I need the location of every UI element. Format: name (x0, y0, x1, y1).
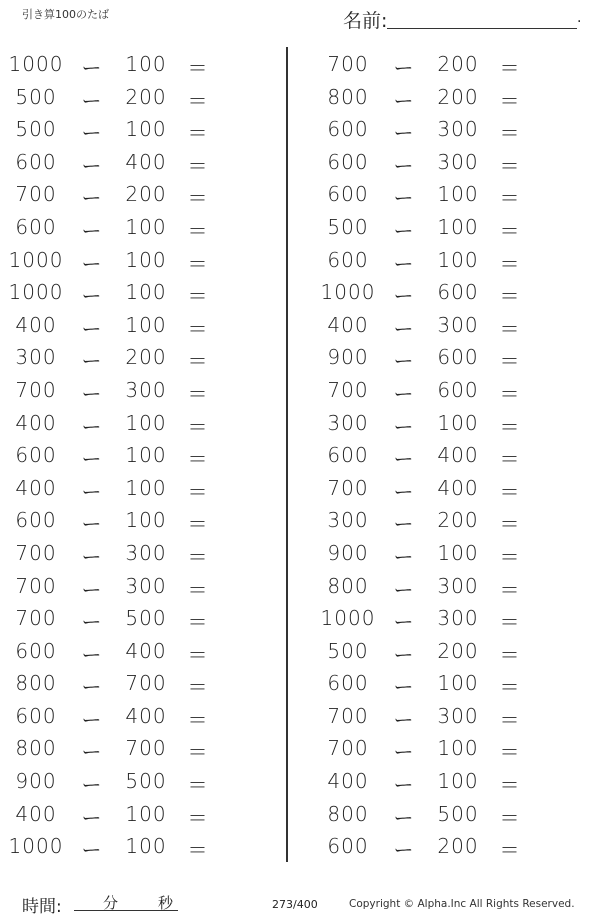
subtrahend: 400 (125, 703, 167, 728)
equals-sign: ＝ (187, 577, 209, 602)
equals-sign: ＝ (187, 186, 209, 211)
equals-sign: ＝ (187, 642, 209, 667)
problem-row (312, 472, 600, 505)
minus-sign: ー (393, 805, 415, 830)
minus-sign: ー (393, 414, 415, 439)
minuend: 1000 (320, 606, 376, 631)
problem-row (0, 309, 290, 342)
equals-sign: ＝ (187, 479, 209, 504)
equals-sign: ＝ (187, 88, 209, 113)
minuend: 600 (15, 638, 57, 663)
subtrahend: 600 (437, 280, 479, 305)
problem-row (312, 570, 600, 603)
subtrahend: 300 (125, 573, 167, 598)
equals-sign: ＝ (499, 88, 521, 113)
equals-sign: ＝ (187, 544, 209, 569)
minuend: 900 (327, 345, 369, 370)
subtrahend: 100 (437, 214, 479, 239)
problem-row (0, 276, 290, 309)
equals-sign: ＝ (187, 675, 209, 700)
minus-sign: ー (81, 251, 103, 276)
equals-sign: ＝ (187, 153, 209, 178)
equals-sign: ＝ (499, 186, 521, 211)
copyright-text: Copyright © Alpha.Inc All Rights Reserved. (349, 898, 575, 910)
subtrahend: 500 (125, 769, 167, 794)
minus-sign: ー (81, 512, 103, 537)
problem-row (0, 635, 290, 668)
minus-sign: ー (393, 773, 415, 798)
minus-sign: ー (81, 56, 103, 80)
equals-sign: ＝ (187, 56, 209, 80)
equals-sign: ＝ (499, 381, 521, 406)
minuend: 500 (327, 638, 369, 663)
problem-row (312, 341, 600, 374)
minus-sign: ー (393, 838, 415, 863)
left-problem-column (0, 48, 290, 863)
minus-sign: ー (81, 153, 103, 178)
minus-sign: ー (393, 707, 415, 732)
equals-sign: ＝ (499, 610, 521, 635)
minus-sign: ー (393, 153, 415, 178)
equals-sign: ＝ (187, 773, 209, 798)
subtrahend: 300 (437, 703, 479, 728)
problem-row (312, 439, 600, 472)
subtrahend: 100 (125, 475, 167, 500)
problem-row (0, 439, 290, 472)
problem-row (0, 732, 290, 765)
problem-row (312, 798, 600, 831)
name-label: 名前: (343, 10, 388, 32)
problem-row (312, 211, 600, 244)
equals-sign: ＝ (187, 740, 209, 765)
equals-sign: ＝ (187, 316, 209, 341)
problem-row (0, 765, 290, 798)
problem-row (312, 81, 600, 114)
minuend: 1000 (320, 280, 376, 305)
problem-row (312, 635, 600, 668)
footer (0, 888, 600, 917)
minuend: 600 (327, 834, 369, 859)
minus-sign: ー (81, 414, 103, 439)
subtrahend: 100 (125, 247, 167, 272)
minus-sign: ー (393, 740, 415, 765)
minus-sign: ー (393, 577, 415, 602)
equals-sign: ＝ (499, 740, 521, 765)
subtrahend: 300 (125, 540, 167, 565)
minuend: 600 (327, 443, 369, 468)
subtrahend: 100 (125, 443, 167, 468)
subtrahend: 100 (437, 736, 479, 761)
problem-row (0, 667, 290, 700)
subtrahend: 400 (125, 149, 167, 174)
problem-row (312, 244, 600, 277)
equals-sign: ＝ (187, 121, 209, 146)
problem-row (0, 48, 290, 81)
minus-sign: ー (393, 88, 415, 113)
subtrahend: 100 (125, 801, 167, 826)
equals-sign: ＝ (499, 805, 521, 830)
problem-row (0, 504, 290, 537)
minuend: 700 (327, 475, 369, 500)
minus-sign: ー (81, 740, 103, 765)
subtrahend: 500 (125, 606, 167, 631)
name-underline (387, 28, 577, 29)
problem-row (312, 146, 600, 179)
minuend: 600 (327, 149, 369, 174)
minus-sign: ー (81, 773, 103, 798)
problem-row (312, 830, 600, 863)
equals-sign: ＝ (187, 381, 209, 406)
minus-sign: ー (393, 512, 415, 537)
minuend: 900 (15, 769, 57, 794)
minuend: 400 (327, 769, 369, 794)
minus-sign: ー (81, 805, 103, 830)
equals-sign: ＝ (187, 838, 209, 863)
equals-sign: ＝ (499, 349, 521, 374)
minus-sign: ー (81, 284, 103, 309)
problem-row (0, 537, 290, 570)
equals-sign: ＝ (499, 251, 521, 276)
minus-sign: ー (393, 675, 415, 700)
minuend: 800 (327, 84, 369, 109)
problem-row (0, 244, 290, 277)
minus-sign: ー (393, 642, 415, 667)
minus-sign: ー (81, 186, 103, 211)
minus-sign: ー (393, 544, 415, 569)
minus-sign: ー (81, 316, 103, 341)
subtrahend: 400 (125, 638, 167, 663)
subtrahend: 200 (125, 84, 167, 109)
minus-sign: ー (393, 186, 415, 211)
minuend: 500 (327, 214, 369, 239)
minus-sign: ー (393, 121, 415, 146)
minus-sign: ー (81, 707, 103, 732)
minuend: 400 (15, 410, 57, 435)
subtrahend: 200 (437, 52, 479, 76)
subtrahend: 100 (437, 540, 479, 565)
problem-row (0, 113, 290, 146)
equals-sign: ＝ (499, 675, 521, 700)
minus-sign: ー (393, 349, 415, 374)
minuend: 500 (15, 117, 57, 142)
problem-row (312, 113, 600, 146)
problem-row (312, 374, 600, 407)
name-field (343, 4, 583, 30)
problem-row (312, 732, 600, 765)
problem-row (0, 602, 290, 635)
minus-sign: ー (81, 642, 103, 667)
time-label: 時間: (22, 897, 62, 917)
minuend: 600 (327, 671, 369, 696)
equals-sign: ＝ (499, 284, 521, 309)
subtrahend: 300 (437, 117, 479, 142)
equals-sign: ＝ (499, 153, 521, 178)
subtrahend: 400 (437, 443, 479, 468)
equals-sign: ＝ (187, 805, 209, 830)
minuend: 700 (15, 573, 57, 598)
minuend: 400 (15, 475, 57, 500)
minuend: 600 (327, 247, 369, 272)
minuend: 1000 (8, 834, 64, 859)
subtrahend: 100 (125, 52, 167, 76)
minuend: 600 (15, 703, 57, 728)
equals-sign: ＝ (499, 512, 521, 537)
minuend: 300 (327, 508, 369, 533)
minus-sign: ー (393, 381, 415, 406)
minuend: 1000 (8, 52, 64, 76)
minuend: 800 (327, 573, 369, 598)
problem-row (0, 341, 290, 374)
minus-sign: ー (393, 479, 415, 504)
minus-sign: ー (81, 381, 103, 406)
subtrahend: 100 (437, 671, 479, 696)
minuend: 800 (327, 801, 369, 826)
minutes-label: 分 (103, 894, 119, 912)
equals-sign: ＝ (499, 838, 521, 863)
minuend: 600 (327, 117, 369, 142)
subtrahend: 100 (437, 410, 479, 435)
right-problem-column (312, 48, 600, 863)
equals-sign: ＝ (499, 218, 521, 243)
equals-sign: ＝ (187, 218, 209, 243)
minus-sign: ー (393, 610, 415, 635)
equals-sign: ＝ (499, 707, 521, 732)
subtrahend: 200 (125, 182, 167, 207)
problem-row (0, 570, 290, 603)
minus-sign: ー (81, 610, 103, 635)
subtrahend: 200 (437, 508, 479, 533)
subtrahend: 200 (437, 834, 479, 859)
minuend: 700 (15, 377, 57, 402)
minus-sign: ー (81, 218, 103, 243)
problem-row (312, 276, 600, 309)
equals-sign: ＝ (499, 121, 521, 146)
minus-sign: ー (81, 577, 103, 602)
subtrahend: 700 (125, 736, 167, 761)
minuend: 600 (15, 443, 57, 468)
subtrahend: 200 (125, 345, 167, 370)
minuend: 1000 (8, 280, 64, 305)
problem-row (312, 309, 600, 342)
subtrahend: 400 (437, 475, 479, 500)
problem-row (312, 602, 600, 635)
minus-sign: ー (81, 447, 103, 472)
subtrahend: 600 (437, 345, 479, 370)
minus-sign: ー (81, 349, 103, 374)
minuend: 1000 (8, 247, 64, 272)
minus-sign: ー (393, 218, 415, 243)
equals-sign: ＝ (187, 610, 209, 635)
worksheet-title: 引き算100のたば (22, 8, 109, 21)
problem-row (0, 407, 290, 440)
problem-row (0, 374, 290, 407)
minus-sign: ー (393, 56, 415, 80)
minuend: 600 (327, 182, 369, 207)
minuend: 700 (327, 52, 369, 76)
equals-sign: ＝ (499, 414, 521, 439)
problem-row (312, 504, 600, 537)
minuend: 300 (327, 410, 369, 435)
minus-sign: ー (81, 88, 103, 113)
minuend: 600 (15, 214, 57, 239)
subtrahend: 100 (437, 247, 479, 272)
equals-sign: ＝ (499, 577, 521, 602)
subtrahend: 300 (437, 606, 479, 631)
equals-sign: ＝ (187, 349, 209, 374)
subtrahend: 300 (437, 149, 479, 174)
subtrahend: 100 (125, 117, 167, 142)
minuend: 400 (327, 312, 369, 337)
minus-sign: ー (81, 675, 103, 700)
subtrahend: 500 (437, 801, 479, 826)
equals-sign: ＝ (187, 251, 209, 276)
subtrahend: 300 (125, 377, 167, 402)
subtrahend: 200 (437, 638, 479, 663)
subtrahend: 100 (125, 508, 167, 533)
problem-row (312, 537, 600, 570)
subtrahend: 100 (437, 182, 479, 207)
subtrahend: 200 (437, 84, 479, 109)
minuend: 400 (15, 801, 57, 826)
problem-row (312, 48, 600, 81)
problem-row (0, 211, 290, 244)
problem-row (0, 472, 290, 505)
minuend: 700 (327, 377, 369, 402)
problem-row (0, 700, 290, 733)
minuend: 700 (15, 540, 57, 565)
equals-sign: ＝ (499, 447, 521, 472)
equals-sign: ＝ (187, 447, 209, 472)
subtrahend: 600 (437, 377, 479, 402)
equals-sign: ＝ (499, 773, 521, 798)
equals-sign: ＝ (499, 544, 521, 569)
minuend: 600 (15, 149, 57, 174)
minuend: 700 (327, 703, 369, 728)
equals-sign: ＝ (499, 316, 521, 341)
minus-sign: ー (393, 284, 415, 309)
problem-row (312, 700, 600, 733)
minuend: 500 (15, 84, 57, 109)
problem-row (0, 798, 290, 831)
minuend: 400 (15, 312, 57, 337)
problem-row (312, 765, 600, 798)
minuend: 600 (15, 508, 57, 533)
subtrahend: 300 (437, 573, 479, 598)
subtrahend: 100 (125, 410, 167, 435)
equals-sign: ＝ (187, 284, 209, 309)
subtrahend: 100 (125, 280, 167, 305)
subtrahend: 100 (437, 769, 479, 794)
subtrahend: 300 (437, 312, 479, 337)
problem-row (0, 81, 290, 114)
subtrahend: 700 (125, 671, 167, 696)
equals-sign: ＝ (499, 642, 521, 667)
minuend: 700 (327, 736, 369, 761)
minus-sign: ー (81, 121, 103, 146)
problem-row (0, 178, 290, 211)
minus-sign: ー (393, 447, 415, 472)
problem-row (0, 830, 290, 863)
minuend: 800 (15, 671, 57, 696)
problem-row (312, 667, 600, 700)
equals-sign: ＝ (499, 56, 521, 80)
subtrahend: 100 (125, 214, 167, 239)
name-dot: . (577, 10, 582, 26)
minuend: 700 (15, 182, 57, 207)
equals-sign: ＝ (187, 707, 209, 732)
equals-sign: ＝ (499, 479, 521, 504)
minuend: 800 (15, 736, 57, 761)
equals-sign: ＝ (187, 512, 209, 537)
minuend: 300 (15, 345, 57, 370)
minus-sign: ー (393, 316, 415, 341)
problem-row (312, 407, 600, 440)
column-divider (286, 47, 288, 862)
problem-row (0, 146, 290, 179)
minus-sign: ー (393, 251, 415, 276)
minuend: 900 (327, 540, 369, 565)
minus-sign: ー (81, 479, 103, 504)
problem-row (312, 178, 600, 211)
subtrahend: 100 (125, 312, 167, 337)
subtrahend: 100 (125, 834, 167, 859)
seconds-label: 秒 (158, 894, 174, 912)
minus-sign: ー (81, 544, 103, 569)
equals-sign: ＝ (187, 414, 209, 439)
minus-sign: ー (81, 838, 103, 863)
page-number: 273/400 (272, 898, 318, 911)
minuend: 700 (15, 606, 57, 631)
